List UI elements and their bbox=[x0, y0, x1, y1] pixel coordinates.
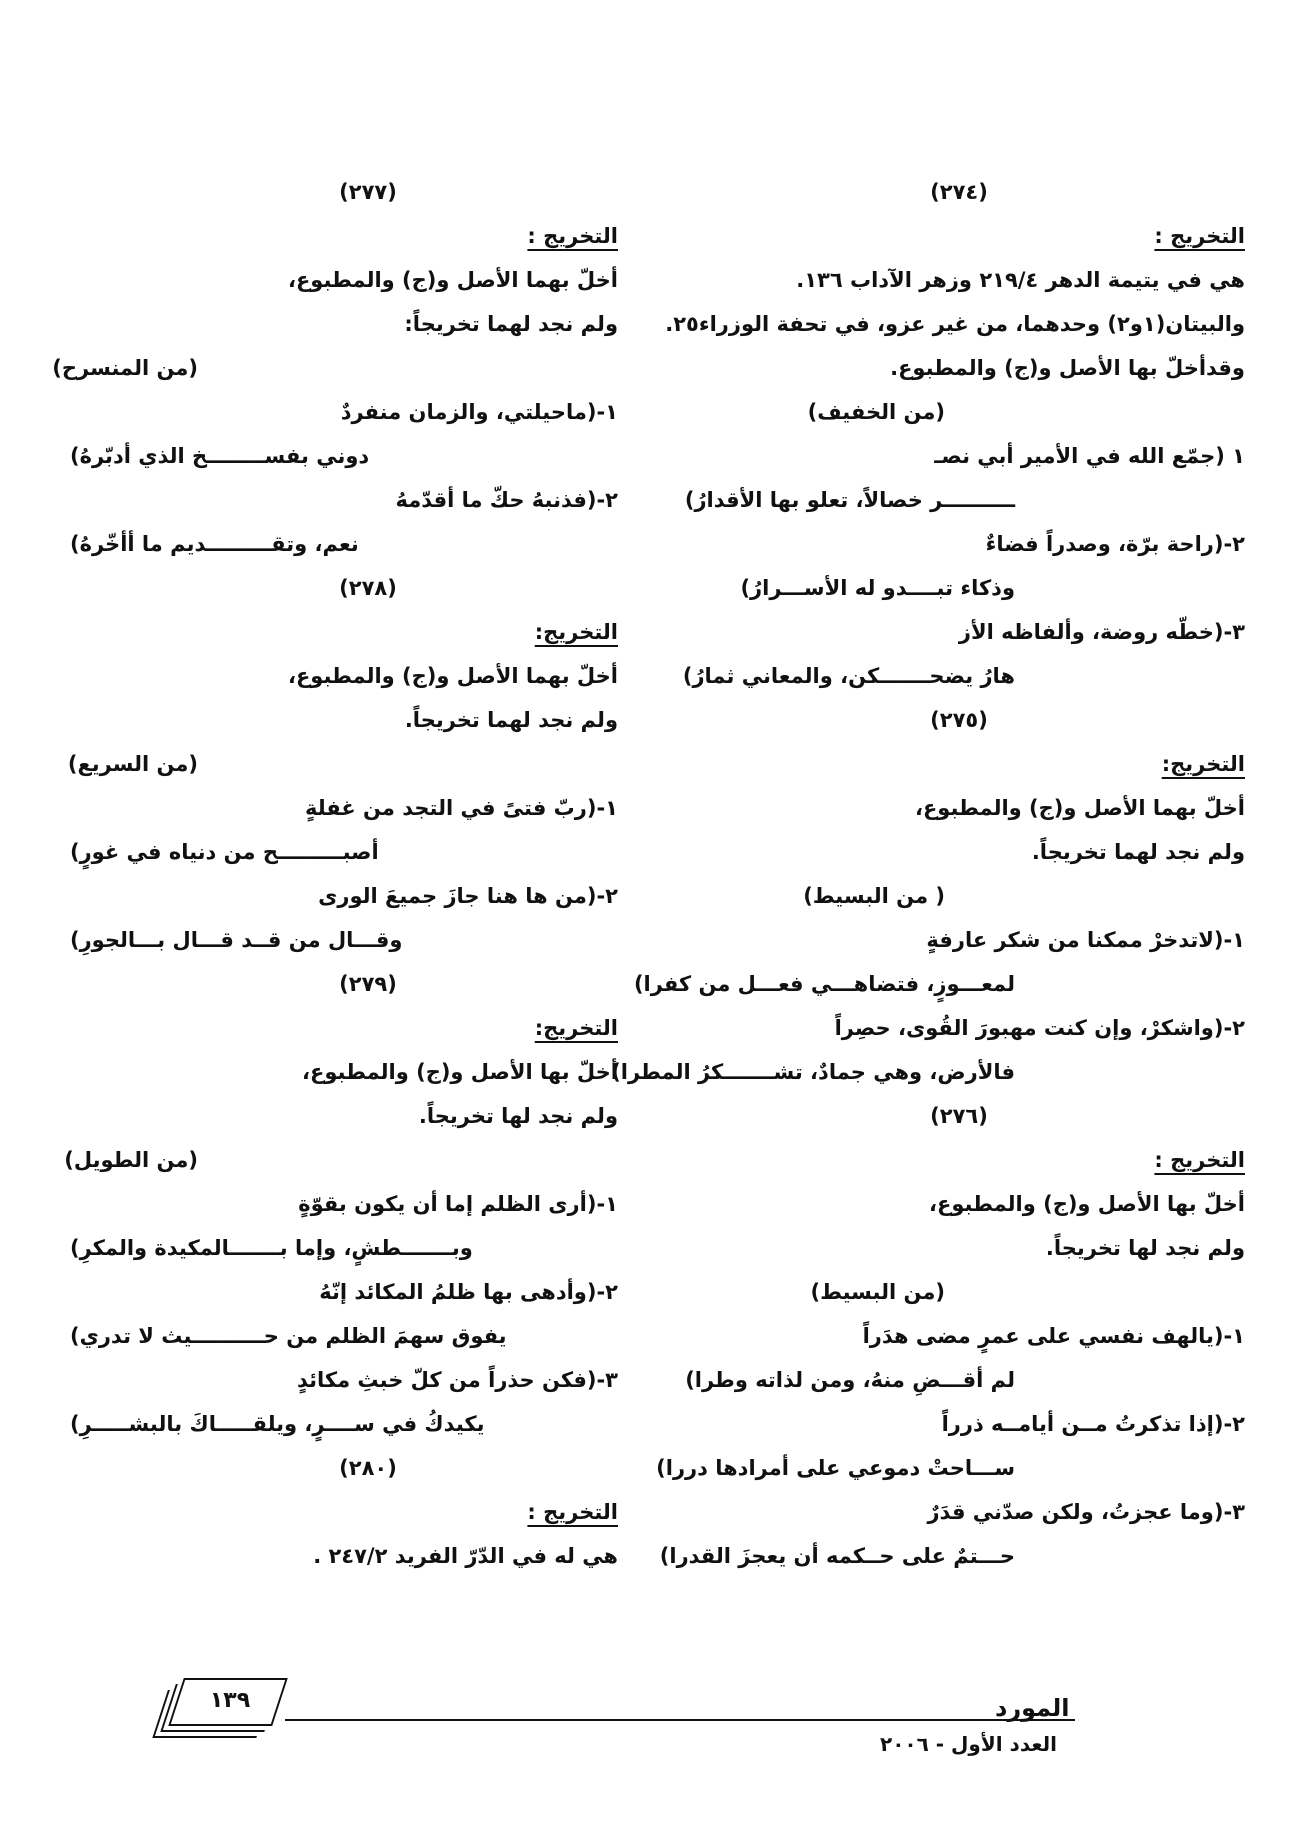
text-line: ولم نجد لهما تخريجاً. bbox=[404, 708, 618, 732]
entry-number: (٢٨٠) bbox=[339, 1456, 397, 1480]
text-line: هي له في الدّرّ الفريد ٢٤٧/٢ . bbox=[313, 1544, 618, 1568]
meter-label: (من الطويل) bbox=[64, 1148, 198, 1172]
verse-second-half: فالأرض، وهي جمادٌ، تشـــــــكرُ المطرا) bbox=[611, 1060, 1015, 1084]
meter-label: (من البسيط) bbox=[810, 1280, 945, 1304]
text-line: ٢-(إذا تذكرتُ مــن أيامــه ذرراً bbox=[941, 1412, 1245, 1436]
entry-number: (٢٧٧) bbox=[339, 180, 397, 204]
magazine-name: المورد bbox=[995, 1694, 1070, 1722]
verse-second-half: يكيدكُ في ســــرٍ، ويلقـــــاكَ بالبشـــــرِ) bbox=[70, 1412, 485, 1436]
text-line: ٣-(فكن حذراً من كلّ خبثِ مكائدٍ bbox=[296, 1368, 618, 1392]
text-line: ٢-(من ها هنا جازَ جميعَ الورى bbox=[318, 884, 618, 908]
right-column bbox=[611, 170, 1245, 1578]
verse-second-half: لمعـــوزٍ، فتضاهـــي فعـــل من كفرا) bbox=[633, 972, 1015, 996]
text-line: أخلّ بها الأصل و(ج) والمطبوع، bbox=[929, 1192, 1245, 1216]
verse-second-half: لم أقـــضِ منهُ، ومن لذاته وطرا) bbox=[685, 1368, 1015, 1392]
text-line: أخلّ بها الأصل و(ج) والمطبوع، bbox=[302, 1060, 618, 1084]
section-heading: التخريج: bbox=[534, 620, 618, 644]
verse-second-half: ــــــــــر خصالاً، تعلو بها الأقدارُ) bbox=[684, 488, 1015, 512]
verse-second-half: يفوق سهمَ الظلم من حــــــــــيث لا تدري) bbox=[70, 1324, 507, 1348]
verse-second-half: هارُ يضحـــــــكن، والمعاني ثمارُ) bbox=[682, 664, 1015, 688]
verse-second-half: وبـــــــطشٍ، وإما بـــــــالمكيدة والمكرِ) bbox=[70, 1236, 473, 1260]
text-line: ولم نجد لها تخريجاً. bbox=[418, 1104, 618, 1128]
left-column bbox=[52, 170, 618, 1578]
section-heading: التخريج: bbox=[1161, 752, 1245, 776]
verse-second-half: نعم، وتقـــــــــديم ما أأخّرهُ) bbox=[70, 532, 359, 556]
meter-label: (من المنسرح) bbox=[52, 356, 198, 380]
text-line: ١ (جمّع الله في الأمير أبي نصـ bbox=[934, 444, 1245, 468]
text-line: ٢-(وأدهى بها ظلمُ المكائد إنّهُ bbox=[319, 1280, 618, 1304]
text-line: أخلّ بهما الأصل و(ج) والمطبوع، bbox=[287, 664, 618, 688]
text-line: ٣-(خطّه روضة، وألفاظه الأز bbox=[958, 620, 1245, 644]
section-heading: التخريج : bbox=[1154, 1148, 1245, 1172]
text-line: والبيتان(١و٢) وحدهما، من غير عزو، في تحفة الوزراء٢٥. bbox=[665, 312, 1245, 336]
section-heading: التخريج : bbox=[527, 224, 618, 248]
page-footer bbox=[0, 1660, 1308, 1760]
entry-number: (٢٧٤) bbox=[930, 180, 988, 204]
meter-label: (من السريع) bbox=[67, 752, 198, 776]
text-line: ٢-(واشكرْ، وإن كنت مهبورَ القُوى، حصِراً bbox=[834, 1016, 1245, 1040]
entry-number: (٢٧٦) bbox=[930, 1104, 988, 1128]
text-line: وقدأخلّ بها الأصل و(ج) والمطبوع. bbox=[890, 356, 1245, 380]
text-line: ١-(يالهف نفسي على عمرٍ مضى هدَراً bbox=[862, 1324, 1245, 1348]
meter-label: ( من البسيط) bbox=[803, 884, 945, 908]
issue-label: العدد الأول - ٢٠٠٦ bbox=[880, 1732, 1058, 1756]
text-line: ٢-(راحة برّة، وصدراً فضاءٌ bbox=[985, 532, 1245, 556]
text-line: أخلّ بهما الأصل و(ج) والمطبوع، bbox=[287, 268, 618, 292]
text-line: ١-(أرى الظلم إما أن يكون بقوّةٍ bbox=[298, 1192, 618, 1216]
entry-number: (٢٧٥) bbox=[930, 708, 988, 732]
entry-number: (٢٧٨) bbox=[339, 576, 397, 600]
text-line: أخلّ بهما الأصل و(ج) والمطبوع، bbox=[914, 796, 1245, 820]
text-line: ولم نجد لهما تخريجاً: bbox=[404, 312, 618, 336]
verse-second-half: أصبـــــــــح من دنياه في غورٍ) bbox=[70, 840, 379, 864]
section-heading: التخريج : bbox=[1154, 224, 1245, 248]
text-line: ولم نجد لها تخريجاً. bbox=[1045, 1236, 1245, 1260]
text-line: ٢-(فذنبهُ حكّ ما أقدّمهُ bbox=[395, 488, 618, 512]
text-line: ١-(لاتدخرْ ممكنا من شكر عارفةٍ bbox=[926, 928, 1245, 952]
page-number: ١٣٩ bbox=[209, 1688, 251, 1713]
section-heading: التخريج: bbox=[534, 1016, 618, 1040]
entry-number: (٢٧٩) bbox=[339, 972, 397, 996]
verse-second-half: وقـــال من قــد قـــال بـــالجورِ) bbox=[70, 928, 403, 952]
text-line: هي في يتيمة الدهر ٢١٩/٤ وزهر الآداب ١٣٦. bbox=[796, 268, 1245, 292]
verse-second-half: ســـاحتْ دموعي على أمرادها دررا) bbox=[656, 1456, 1015, 1480]
verse-second-half: دوني بفســــــــخ الذي أدبّرهُ) bbox=[70, 444, 370, 468]
meter-label: (من الخفيف) bbox=[807, 400, 945, 424]
verse-second-half: حـــتمٌ على حــكمه أن يعجزَ القدرا) bbox=[659, 1544, 1015, 1568]
text-line: ولم نجد لهما تخريجاً. bbox=[1031, 840, 1245, 864]
text-line: ١-(ماحيلتي، والزمان منفردٌ bbox=[340, 400, 618, 424]
text-line: ١-(ربّ فتىً في التجد من غفلةٍ bbox=[304, 796, 618, 820]
section-heading: التخريج : bbox=[527, 1500, 618, 1524]
verse-second-half: وذكاء تبــــدو له الأســـرارُ) bbox=[740, 576, 1015, 600]
footer-rule bbox=[285, 1719, 1075, 1721]
text-line: ٣-(وما عجزتُ، ولكن صدّني قدَرٌ bbox=[927, 1500, 1245, 1524]
